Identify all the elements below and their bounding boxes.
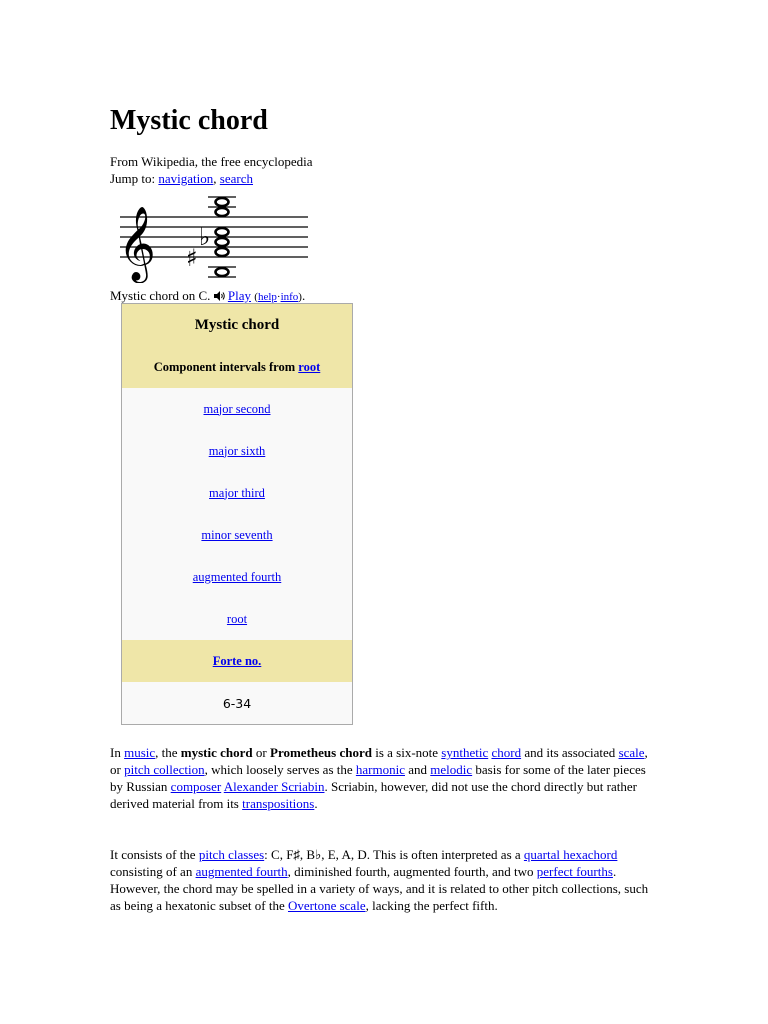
text-run: It consists of the — [110, 847, 199, 862]
melodic-link[interactable]: melodic — [430, 762, 473, 777]
quartal-hexachord-link[interactable]: quartal hexachord — [523, 847, 618, 862]
page-title: Mystic chord — [110, 105, 268, 136]
forte-number-value: 6-34 — [222, 695, 252, 711]
treble-clef-icon: 𝄞 — [118, 207, 156, 281]
transpositions-link[interactable]: transpositions — [242, 796, 315, 811]
jump-to-label: Jump to: — [110, 171, 156, 186]
interval-link-major-second[interactable]: major second — [203, 401, 271, 416]
text-run: . However, the chord may be spelled in a variety of ways, and it is related to other pitch collections, such as being a hexatonic subset of the — [110, 864, 649, 913]
forte-number-link[interactable]: Forte no. — [212, 653, 262, 668]
composer-link[interactable]: composer — [170, 779, 222, 794]
interval-link-major-third[interactable]: major third — [209, 485, 265, 500]
jump-to-line: Jump to: navigation, search — [110, 171, 253, 186]
harmonic-link[interactable]: harmonic — [355, 762, 405, 777]
navigation-link[interactable]: navigation — [158, 171, 214, 186]
text-run: , or — [110, 745, 648, 777]
text-run: In — [110, 745, 125, 760]
pitch-classes-link[interactable]: pitch classes — [198, 847, 265, 862]
interval-link-root[interactable]: root — [226, 611, 248, 626]
text-run: is a six-note — [371, 745, 442, 760]
search-link[interactable]: search — [219, 171, 253, 186]
text-run: or — [252, 745, 270, 760]
info-link[interactable]: info — [280, 291, 299, 303]
scale-link[interactable]: scale — [618, 745, 645, 760]
text-run: , the — [155, 745, 181, 760]
infobox-title: Mystic chord — [122, 304, 353, 347]
text-run: . Scriabin, however, did not use the chord directly but rather derived material from its — [110, 779, 637, 811]
text-run: . — [314, 796, 318, 811]
sharp-sign-icon: ♯ — [186, 244, 198, 272]
text-run: and its associated — [521, 745, 619, 760]
synthetic-link[interactable]: synthetic — [441, 745, 489, 760]
play-link[interactable]: Play — [227, 288, 252, 303]
perfect-fourths-link[interactable]: perfect fourths — [536, 864, 613, 879]
text-run: basis for some of the later pieces by Russian — [110, 762, 646, 794]
site-tagline: From Wikipedia, the free encyclopedia — [110, 154, 313, 169]
interval-link-augmented-fourth[interactable]: augmented fourth — [192, 569, 282, 584]
infobox — [121, 303, 353, 725]
text-run: , lacking the perfect fifth. — [365, 898, 498, 913]
intro-paragraph — [110, 744, 650, 812]
text-run: consisting of an — [110, 864, 196, 879]
text-run: and — [404, 762, 431, 777]
pitch-collection-link[interactable]: pitch collection — [124, 762, 205, 777]
text-run: , diminished fourth, augmented fourth, and two — [287, 864, 537, 879]
flat-sign-icon: ♭ — [199, 223, 211, 251]
bold-term-prometheus-chord: Prometheus chord — [270, 745, 372, 760]
score-caption: Mystic chord on C. Play (help·info). — [110, 288, 306, 303]
text-run: : C, F♯, B♭, E, A, D. This is often interpreted as a — [264, 847, 524, 862]
mystic-chord-score-image — [116, 193, 312, 283]
augmented-fourth-link[interactable]: augmented fourth — [195, 864, 288, 879]
root-header-link[interactable]: root — [298, 359, 321, 374]
infobox-intervals-header — [122, 346, 353, 388]
interval-link-minor-seventh[interactable]: minor seventh — [201, 527, 273, 542]
chord-link[interactable]: chord — [491, 745, 522, 760]
intervals-header-text: Component intervals from — [153, 359, 296, 374]
interval-link-major-sixth[interactable]: major sixth — [208, 443, 266, 458]
speaker-icon[interactable] — [214, 291, 225, 301]
help-link[interactable]: help — [257, 291, 277, 303]
pitch-classes-paragraph — [110, 846, 650, 914]
overtone-scale-link[interactable]: Overtone scale — [287, 898, 366, 913]
caption-text: Mystic chord on C. — [110, 288, 211, 303]
text-run: , which loosely serves as the — [204, 762, 356, 777]
music-link[interactable]: music — [124, 745, 156, 760]
alexander-scriabin-link[interactable]: Alexander Scriabin — [223, 779, 325, 794]
bold-term-mystic-chord: mystic chord — [180, 745, 253, 760]
